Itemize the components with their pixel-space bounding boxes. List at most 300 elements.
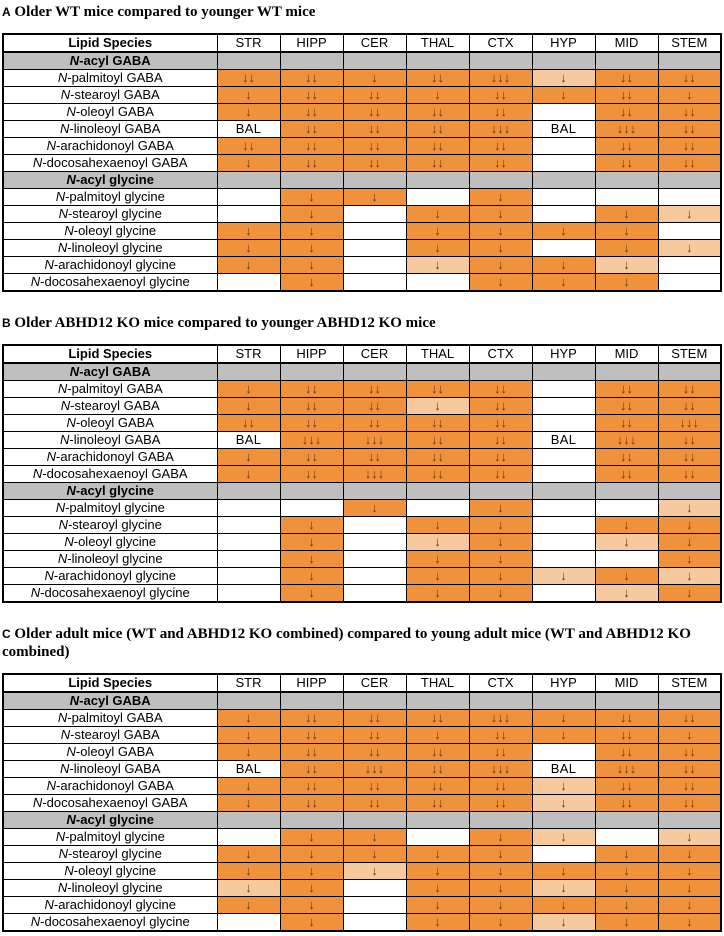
cell-str: ↓ <box>217 103 280 120</box>
cell-cer: ↓ <box>343 69 406 86</box>
panel-letter: A <box>2 5 11 19</box>
cell-hyp: ↓ <box>532 69 595 86</box>
lipid-species-label: N-stearoyl glycine <box>3 516 217 533</box>
cell-hipp: ↓↓ <box>280 761 343 778</box>
cell-stem: ↓ <box>658 584 721 602</box>
cell-hyp <box>532 465 595 482</box>
cell-stem: ↓ <box>658 863 721 880</box>
cell-ctx: ↓ <box>469 829 532 846</box>
cell-thal: ↓↓ <box>406 103 469 120</box>
cell-str: ↓ <box>217 256 280 273</box>
cell-stem: ↓ <box>658 727 721 744</box>
cell-str: ↓ <box>217 795 280 812</box>
cell-mid: ↓ <box>595 897 658 914</box>
cell-hipp: ↓↓ <box>280 795 343 812</box>
table-row <box>3 414 721 431</box>
cell-stem: ↓ <box>658 550 721 567</box>
lipid-species-label: N-palmitoyl glycine <box>3 829 217 846</box>
cell-cer <box>343 205 406 222</box>
cell-thal: ↓ <box>406 846 469 863</box>
cell-hipp: ↓ <box>280 880 343 897</box>
panel-b <box>0 314 724 603</box>
lipid-species-label: N-palmitoyl GABA <box>3 69 217 86</box>
cell-cer <box>343 914 406 932</box>
cell-ctx: ↓↓↓ <box>469 710 532 727</box>
lipid-species-label: N-docosahexaenoyl GABA <box>3 795 217 812</box>
cell-stem: ↓ <box>658 914 721 932</box>
cell-stem: ↓↓ <box>658 448 721 465</box>
cell-cer: ↓↓ <box>343 397 406 414</box>
table-row <box>3 137 721 154</box>
panel-letter: C <box>2 626 11 641</box>
lipid-species-label: N-oleoyl glycine <box>3 863 217 880</box>
cell-stem: ↓↓ <box>658 120 721 137</box>
cell-ctx: ↓ <box>469 499 532 516</box>
cell-stem: ↓↓ <box>658 465 721 482</box>
column-header-stem: STEM <box>658 674 721 692</box>
table-row <box>3 710 721 727</box>
cell-ctx: ↓↓ <box>469 154 532 171</box>
table-row <box>3 778 721 795</box>
cell-cer <box>343 584 406 602</box>
table-row <box>3 188 721 205</box>
cell-ctx: ↓ <box>469 584 532 602</box>
cell-cer: ↓↓ <box>343 120 406 137</box>
cell-cer: ↓↓ <box>343 154 406 171</box>
lipid-species-label: N-stearoyl glycine <box>3 846 217 863</box>
cell-ctx: ↓↓↓ <box>469 69 532 86</box>
table-row <box>3 829 721 846</box>
cell-ctx: ↓↓ <box>469 414 532 431</box>
section-empty-cell <box>595 692 658 710</box>
cell-cer: ↓↓ <box>343 744 406 761</box>
cell-mid: ↓ <box>595 205 658 222</box>
column-header-ctx: CTX <box>469 674 532 692</box>
section-empty-cell <box>658 482 721 499</box>
table-row <box>3 914 721 932</box>
cell-cer: ↓↓ <box>343 795 406 812</box>
lipid-species-label: N-palmitoyl glycine <box>3 499 217 516</box>
cell-thal: ↓ <box>406 86 469 103</box>
section-empty-cell <box>217 363 280 381</box>
section-empty-cell <box>532 692 595 710</box>
column-header-ctx: CTX <box>469 345 532 363</box>
lipid-species-label: N-docosahexaenoyl glycine <box>3 584 217 602</box>
cell-mid: ↓↓ <box>595 154 658 171</box>
panel-a <box>0 3 724 292</box>
cell-str: ↓ <box>217 465 280 482</box>
cell-cer: ↓ <box>343 846 406 863</box>
section-empty-cell <box>280 52 343 70</box>
column-header-hipp: HIPP <box>280 34 343 52</box>
cell-stem: ↓↓ <box>658 778 721 795</box>
cell-str <box>217 188 280 205</box>
lipid-species-label: N-arachidonoyl glycine <box>3 897 217 914</box>
cell-hipp: ↓↓ <box>280 727 343 744</box>
cell-thal <box>406 273 469 291</box>
cell-hyp: ↓ <box>532 914 595 932</box>
cell-str: ↓ <box>217 239 280 256</box>
cell-stem: ↓ <box>658 567 721 584</box>
lipid-species-label: N-arachidonoyl GABA <box>3 137 217 154</box>
cell-str: ↓ <box>217 448 280 465</box>
table-row <box>3 465 721 482</box>
column-header-cer: CER <box>343 34 406 52</box>
cell-str: ↓ <box>217 880 280 897</box>
table-row <box>3 397 721 414</box>
cell-str <box>217 829 280 846</box>
cell-cer: ↓ <box>343 499 406 516</box>
section-empty-cell <box>406 692 469 710</box>
column-header-row <box>3 34 721 52</box>
cell-cer <box>343 222 406 239</box>
table-row <box>3 205 721 222</box>
lipid-species-label: N-stearoyl GABA <box>3 727 217 744</box>
cell-cer: ↓↓↓ <box>343 465 406 482</box>
cell-thal: ↓ <box>406 533 469 550</box>
cell-mid: ↓↓ <box>595 414 658 431</box>
cell-mid: ↓ <box>595 516 658 533</box>
lipid-species-label: N-arachidonoyl glycine <box>3 256 217 273</box>
cell-hipp: ↓↓ <box>280 465 343 482</box>
cell-ctx: ↓↓↓ <box>469 761 532 778</box>
table-row <box>3 120 721 137</box>
cell-ctx: ↓ <box>469 188 532 205</box>
cell-mid: ↓↓ <box>595 710 658 727</box>
cell-str: ↓ <box>217 397 280 414</box>
cell-cer <box>343 273 406 291</box>
cell-stem <box>658 256 721 273</box>
cell-thal: ↓↓ <box>406 431 469 448</box>
section-empty-cell <box>406 52 469 70</box>
section-header-row <box>3 482 721 499</box>
table-row <box>3 431 721 448</box>
section-empty-cell <box>595 482 658 499</box>
table-row <box>3 499 721 516</box>
cell-stem: ↓↓ <box>658 761 721 778</box>
cell-cer: ↓↓ <box>343 137 406 154</box>
cell-stem: ↓ <box>658 880 721 897</box>
section-empty-cell <box>532 812 595 829</box>
section-empty-cell <box>406 363 469 381</box>
cell-str: ↓ <box>217 727 280 744</box>
column-header-stem: STEM <box>658 345 721 363</box>
cell-hyp <box>532 154 595 171</box>
cell-hyp <box>532 137 595 154</box>
column-header-hipp: HIPP <box>280 345 343 363</box>
cell-hipp: ↓ <box>280 584 343 602</box>
cell-stem: ↓↓ <box>658 710 721 727</box>
section-empty-cell <box>343 363 406 381</box>
lipid-species-label: N-oleoyl GABA <box>3 103 217 120</box>
cell-hyp <box>532 846 595 863</box>
cell-hipp: ↓ <box>280 239 343 256</box>
cell-str <box>217 533 280 550</box>
cell-hyp <box>532 103 595 120</box>
section-empty-cell <box>343 171 406 188</box>
cell-stem: ↓ <box>658 533 721 550</box>
cell-hyp: ↓ <box>532 778 595 795</box>
section-empty-cell <box>532 52 595 70</box>
cell-cer <box>343 516 406 533</box>
cell-hipp: ↓↓ <box>280 380 343 397</box>
section-empty-cell <box>658 812 721 829</box>
cell-hyp <box>532 188 595 205</box>
section-header: N-acyl glycine <box>3 171 217 188</box>
cell-thal: ↓ <box>406 550 469 567</box>
cell-hipp: ↓ <box>280 550 343 567</box>
cell-hipp: ↓ <box>280 533 343 550</box>
cell-mid: ↓↓ <box>595 465 658 482</box>
cell-hipp: ↓↓ <box>280 710 343 727</box>
cell-str: ↓ <box>217 86 280 103</box>
cell-str <box>217 499 280 516</box>
cell-mid: ↓ <box>595 914 658 932</box>
cell-stem: ↓↓ <box>658 137 721 154</box>
cell-cer <box>343 239 406 256</box>
column-header-row <box>3 674 721 692</box>
section-empty-cell <box>406 482 469 499</box>
column-header-hipp: HIPP <box>280 674 343 692</box>
cell-str: ↓ <box>217 154 280 171</box>
cell-ctx: ↓ <box>469 205 532 222</box>
section-empty-cell <box>217 52 280 70</box>
cell-mid: ↓ <box>595 533 658 550</box>
lipid-species-header: Lipid Species <box>3 34 217 52</box>
cell-ctx: ↓ <box>469 567 532 584</box>
column-header-str: STR <box>217 345 280 363</box>
lipid-species-label: N-palmitoyl GABA <box>3 380 217 397</box>
cell-hipp: ↓↓ <box>280 103 343 120</box>
section-header-row <box>3 363 721 381</box>
cell-ctx: ↓↓ <box>469 778 532 795</box>
table-row <box>3 727 721 744</box>
column-header-str: STR <box>217 34 280 52</box>
table-row <box>3 516 721 533</box>
comparison-table-a <box>2 33 722 292</box>
cell-ctx: ↓ <box>469 880 532 897</box>
cell-hyp: ↓ <box>532 710 595 727</box>
column-header-mid: MID <box>595 674 658 692</box>
section-empty-cell <box>280 812 343 829</box>
lipid-species-label: N-docosahexaenoyl GABA <box>3 154 217 171</box>
cell-mid: ↓ <box>595 273 658 291</box>
cell-str: BAL <box>217 120 280 137</box>
section-empty-cell <box>280 171 343 188</box>
cell-thal: ↓↓ <box>406 120 469 137</box>
cell-mid: ↓↓ <box>595 795 658 812</box>
cell-str: ↓↓ <box>217 414 280 431</box>
lipid-species-label: N-oleoyl GABA <box>3 744 217 761</box>
cell-hyp <box>532 414 595 431</box>
panel-c <box>0 625 724 933</box>
section-empty-cell <box>595 171 658 188</box>
cell-hyp <box>532 584 595 602</box>
cell-thal: ↓ <box>406 256 469 273</box>
cell-hyp <box>532 397 595 414</box>
table-row <box>3 567 721 584</box>
cell-hyp <box>532 550 595 567</box>
cell-ctx: ↓↓ <box>469 744 532 761</box>
lipid-species-label: N-linoleoyl glycine <box>3 550 217 567</box>
cell-hipp: ↓↓↓ <box>280 431 343 448</box>
table-row <box>3 533 721 550</box>
cell-stem: ↓ <box>658 205 721 222</box>
lipid-species-header: Lipid Species <box>3 345 217 363</box>
cell-thal: ↓ <box>406 584 469 602</box>
cell-hyp: ↓ <box>532 829 595 846</box>
cell-hipp: ↓ <box>280 914 343 932</box>
cell-thal <box>406 188 469 205</box>
cell-hyp: ↓ <box>532 880 595 897</box>
cell-thal: ↓↓ <box>406 795 469 812</box>
cell-hyp <box>532 499 595 516</box>
cell-stem <box>658 222 721 239</box>
cell-stem: ↓↓↓ <box>658 414 721 431</box>
section-empty-cell <box>217 171 280 188</box>
cell-thal: ↓ <box>406 727 469 744</box>
cell-str <box>217 914 280 932</box>
cell-thal: ↓↓ <box>406 744 469 761</box>
cell-hipp: ↓ <box>280 222 343 239</box>
section-empty-cell <box>469 363 532 381</box>
lipid-species-label: N-arachidonoyl GABA <box>3 448 217 465</box>
cell-hyp: ↓ <box>532 727 595 744</box>
cell-thal: ↓↓ <box>406 380 469 397</box>
section-empty-cell <box>406 171 469 188</box>
cell-mid <box>595 499 658 516</box>
cell-mid: ↓↓ <box>595 744 658 761</box>
cell-cer: ↓ <box>343 863 406 880</box>
cell-cer: ↓ <box>343 829 406 846</box>
table-row <box>3 846 721 863</box>
cell-mid: ↓↓ <box>595 397 658 414</box>
cell-stem <box>658 273 721 291</box>
cell-thal: ↓↓ <box>406 137 469 154</box>
cell-hipp: ↓ <box>280 829 343 846</box>
cell-stem: ↓ <box>658 499 721 516</box>
cell-hyp <box>532 744 595 761</box>
cell-hipp: ↓ <box>280 846 343 863</box>
panel-letter: B <box>2 315 11 330</box>
section-empty-cell <box>658 363 721 381</box>
cell-hipp: ↓ <box>280 516 343 533</box>
cell-stem: ↓↓ <box>658 397 721 414</box>
table-row <box>3 795 721 812</box>
cell-str: ↓ <box>217 222 280 239</box>
cell-hipp: ↓↓ <box>280 778 343 795</box>
cell-ctx: ↓ <box>469 846 532 863</box>
cell-cer: ↓↓↓ <box>343 761 406 778</box>
cell-cer <box>343 256 406 273</box>
cell-mid: ↓↓↓ <box>595 761 658 778</box>
panel-title-text: Older WT mice compared to younger WT mice <box>14 4 316 20</box>
cell-mid: ↓ <box>595 584 658 602</box>
cell-hyp: BAL <box>532 761 595 778</box>
section-empty-cell <box>469 482 532 499</box>
cell-stem: ↓ <box>658 846 721 863</box>
cell-stem: ↓↓ <box>658 795 721 812</box>
cell-ctx: ↓↓ <box>469 431 532 448</box>
cell-hyp: ↓ <box>532 86 595 103</box>
column-header-hyp: HYP <box>532 34 595 52</box>
cell-cer: ↓↓ <box>343 103 406 120</box>
cell-str <box>217 205 280 222</box>
cell-stem: ↓↓ <box>658 380 721 397</box>
cell-mid <box>595 829 658 846</box>
lipid-species-header: Lipid Species <box>3 674 217 692</box>
cell-mid: ↓↓↓ <box>595 431 658 448</box>
section-header-row <box>3 692 721 710</box>
cell-str <box>217 273 280 291</box>
section-header-row <box>3 812 721 829</box>
cell-ctx: ↓↓ <box>469 465 532 482</box>
cell-hipp: ↓↓ <box>280 137 343 154</box>
column-header-mid: MID <box>595 345 658 363</box>
cell-ctx: ↓↓ <box>469 397 532 414</box>
cell-str: ↓↓ <box>217 69 280 86</box>
cell-hyp <box>532 448 595 465</box>
table-row <box>3 448 721 465</box>
cell-stem: ↓ <box>658 86 721 103</box>
section-empty-cell <box>280 363 343 381</box>
cell-mid: ↓ <box>595 863 658 880</box>
section-header: N-acyl GABA <box>3 52 217 70</box>
lipid-species-label: N-palmitoyl GABA <box>3 710 217 727</box>
lipid-species-label: N-linoleoyl glycine <box>3 239 217 256</box>
cell-hipp: ↓↓ <box>280 414 343 431</box>
section-empty-cell <box>469 812 532 829</box>
cell-stem: ↓ <box>658 239 721 256</box>
cell-str: BAL <box>217 431 280 448</box>
cell-thal: ↓ <box>406 239 469 256</box>
lipid-species-label: N-oleoyl GABA <box>3 414 217 431</box>
lipid-species-label: N-arachidonoyl GABA <box>3 778 217 795</box>
cell-str <box>217 550 280 567</box>
cell-str <box>217 516 280 533</box>
cell-cer: ↓ <box>343 188 406 205</box>
cell-str: ↓↓ <box>217 137 280 154</box>
table-row <box>3 222 721 239</box>
cell-thal: ↓ <box>406 897 469 914</box>
cell-hipp: ↓ <box>280 863 343 880</box>
cell-ctx: ↓ <box>469 516 532 533</box>
section-empty-cell <box>406 812 469 829</box>
cell-thal <box>406 829 469 846</box>
cell-stem: ↓ <box>658 897 721 914</box>
table-row <box>3 69 721 86</box>
lipid-species-label: N-docosahexaenoyl glycine <box>3 914 217 932</box>
lipid-species-label: N-oleoyl glycine <box>3 533 217 550</box>
lipid-species-label: N-stearoyl GABA <box>3 86 217 103</box>
cell-ctx: ↓↓ <box>469 380 532 397</box>
cell-thal: ↓↓ <box>406 69 469 86</box>
cell-thal: ↓↓ <box>406 448 469 465</box>
cell-mid: ↓↓↓ <box>595 120 658 137</box>
section-header: N-acyl glycine <box>3 482 217 499</box>
cell-str: BAL <box>217 761 280 778</box>
lipid-species-label: N-stearoyl glycine <box>3 205 217 222</box>
cell-ctx: ↓↓↓ <box>469 120 532 137</box>
cell-hipp <box>280 499 343 516</box>
cell-hipp: ↓ <box>280 567 343 584</box>
cell-cer: ↓↓ <box>343 778 406 795</box>
cell-hyp: BAL <box>532 120 595 137</box>
cell-ctx: ↓ <box>469 863 532 880</box>
cell-stem: ↓↓ <box>658 103 721 120</box>
column-header-thal: THAL <box>406 345 469 363</box>
table-row <box>3 86 721 103</box>
